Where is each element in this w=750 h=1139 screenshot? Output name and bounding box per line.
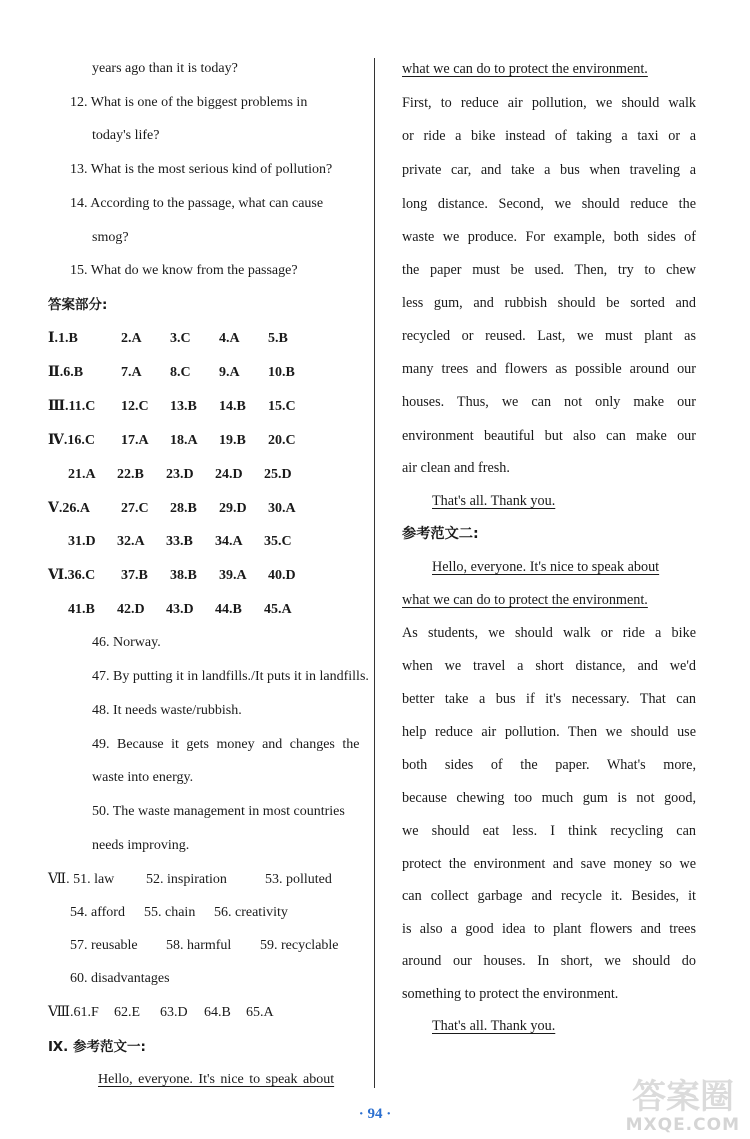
vii-answer: 58. harmful (166, 938, 232, 953)
essay-line: help reduce air pollution. Then we should use (402, 724, 696, 740)
answer-cell: 32.A (117, 534, 145, 549)
answer-cell: 2.A (121, 331, 142, 346)
essay-line: what we can do to protect the environment. (402, 61, 648, 77)
answer-cell: 31.D (68, 534, 96, 549)
essay-line: can collect garbage and recycle it. Besides, it (402, 888, 696, 904)
essay-line: houses. Thus, we can not only make our (402, 394, 696, 410)
page-number: · 94 · (358, 1106, 392, 1122)
answer-cell: 19.B (219, 433, 246, 448)
answer-cell: Ⅲ.11.C (48, 399, 96, 414)
vii-answer: 59. recyclable (260, 938, 339, 953)
answer-cell: 27.C (121, 501, 149, 516)
answer-heading: 答案部分: (48, 297, 108, 313)
essay-line: what we can do to protect the environment. (402, 592, 648, 608)
vii-answer: Ⅶ. 51. law (48, 872, 115, 887)
vii-answer: 52. inspiration (146, 872, 227, 887)
answer-cell: 29.D (219, 501, 247, 516)
watermark-logo: 答案圈 (632, 1077, 734, 1117)
essay2-heading: 参考范文二: (402, 526, 479, 542)
vii-answer: 56. creativity (214, 905, 288, 920)
answer-cell: Ⅱ.6.B (48, 365, 84, 380)
answer-cell: 41.B (68, 602, 95, 617)
essay-line: That's all. Thank you. (432, 493, 556, 509)
essay-line: around our houses. In short, we should do (402, 953, 696, 969)
answer-cell: 33.B (166, 534, 193, 549)
essay-line: is also a good idea to plant flowers and trees (402, 921, 696, 937)
answer-49: 49. Because it gets money and changes the (92, 737, 360, 752)
watermark (614, 1069, 744, 1135)
question-13: 13. What is the most serious kind of pollution? (70, 162, 333, 177)
essay-line: many trees and flowers as possible around our (402, 361, 696, 377)
vii-answer: 54. afford (70, 905, 125, 920)
essay-line: waste we produce. For example, both sides of (402, 229, 696, 245)
answer-cell: 37.B (121, 568, 148, 583)
essay-line: the paper must be used. Then, try to chew (402, 262, 696, 278)
answer-cell: 23.D (166, 467, 194, 482)
essay-line: As students, we should walk or ride a bike (402, 625, 696, 641)
answer-cell: 22.B (117, 467, 144, 482)
ix-heading: Ⅸ. 参考范文一: (48, 1039, 146, 1055)
essay-line: less gum, and rubbish should be sorted and (402, 295, 696, 311)
answer-cell: 15.C (268, 399, 296, 414)
answer-48: 48. It needs waste/rubbish. (92, 703, 242, 718)
answer-cell: 7.A (121, 365, 142, 380)
question-14: 14. According to the passage, what can cause (70, 196, 324, 211)
answer-cell: 45.A (264, 602, 292, 617)
essay-line: long distance. Second, we should reduce the (402, 196, 696, 212)
essay1-first-line: Hello, everyone. It's nice to speak about (98, 1072, 335, 1087)
column-divider (374, 58, 375, 1088)
answer-cell: 21.A (68, 467, 96, 482)
answer-cell: 43.D (166, 602, 194, 617)
answer-cell: 42.D (117, 602, 145, 617)
watermark-url: MXQE.COM (625, 1115, 740, 1135)
answer-cell: 44.B (215, 602, 242, 617)
essay-line: when we travel a short distance, and we'd (402, 658, 696, 674)
essay-line: better take a bus if it's necessary. That can (402, 691, 696, 707)
vii-answer: 57. reusable (70, 938, 138, 953)
answer-cell: Ⅴ.26.A (48, 501, 90, 516)
answer-cell: 10.B (268, 365, 295, 380)
answer-50-cont: needs improving. (92, 838, 190, 853)
answer-cell: 25.D (264, 467, 292, 482)
answer-cell: 39.A (219, 568, 247, 583)
vii-answer: 55. chain (144, 905, 196, 920)
essay-line: something to protect the environment. (402, 986, 619, 1002)
essay-line: recycled or reused. Last, we must plant as (402, 328, 696, 344)
vii-answer: 53. polluted (265, 872, 332, 887)
answer-cell: Ⅳ.16.C (48, 433, 95, 448)
answer-cell: 34.A (215, 534, 243, 549)
answer-cell: 14.B (219, 399, 246, 414)
answer-cell: 4.A (219, 331, 240, 346)
essay-line: protect the environment and save money so we (402, 856, 696, 872)
answer-cell: 13.B (170, 399, 197, 414)
question-14-cont: smog? (92, 230, 129, 245)
answer-cell: 30.A (268, 501, 296, 516)
question-12: 12. What is one of the biggest problems in (70, 95, 308, 110)
essay-line: First, to reduce air pollution, we should walk (402, 95, 696, 111)
answer-cell: 38.B (170, 568, 197, 583)
answer-cell: 17.A (121, 433, 149, 448)
essay-line: That's all. Thank you. (432, 1018, 556, 1034)
answer-cell: 9.A (219, 365, 240, 380)
answer-cell: Ⅵ.36.C (48, 568, 96, 583)
essay-line: because chewing too much gum is not good, (402, 790, 696, 806)
question-11-cont: years ago than it is today? (92, 61, 238, 76)
essay-line: or ride a bike instead of taking a taxi or a (402, 128, 696, 144)
answer-cell: 3.C (170, 331, 191, 346)
question-12-cont: today's life? (92, 128, 160, 143)
answer-cell: 12.C (121, 399, 149, 414)
viii-answer: 65.A (246, 1005, 274, 1020)
answer-cell: 35.C (264, 534, 292, 549)
essay-line: Hello, everyone. It's nice to speak about (432, 559, 660, 575)
answer-46: 46. Norway. (92, 635, 161, 650)
answer-cell: 20.C (268, 433, 296, 448)
answer-cell: 24.D (215, 467, 243, 482)
answer-cell: 40.D (268, 568, 296, 583)
viii-answer: 64.B (204, 1005, 231, 1020)
answer-cell: 18.A (170, 433, 198, 448)
answer-cell: 28.B (170, 501, 197, 516)
answer-cell: Ⅰ.1.B (48, 331, 78, 346)
essay-line: air clean and fresh. (402, 460, 510, 476)
viii-answer: 62.E (114, 1005, 141, 1020)
question-15: 15. What do we know from the passage? (70, 263, 298, 278)
essay-line: environment beautiful but also can make our (402, 428, 696, 444)
vii-answer: 60. disadvantages (70, 971, 170, 986)
viii-answer: 63.D (160, 1005, 188, 1020)
viii-answer: Ⅷ.61.F (48, 1005, 99, 1020)
essay-line: both sides of the paper. What's more, (402, 757, 696, 773)
essay-line: private car, and take a bus when traveling a (402, 162, 696, 178)
answer-49-cont: waste into energy. (92, 770, 194, 785)
answer-cell: 8.C (170, 365, 191, 380)
answer-cell: 5.B (268, 331, 288, 346)
answer-47: 47. By putting it in landfills./It puts it in landfills. (92, 669, 369, 684)
essay-line: we should eat less. I think recycling can (402, 823, 696, 839)
answer-50: 50. The waste management in most countries (92, 804, 345, 819)
